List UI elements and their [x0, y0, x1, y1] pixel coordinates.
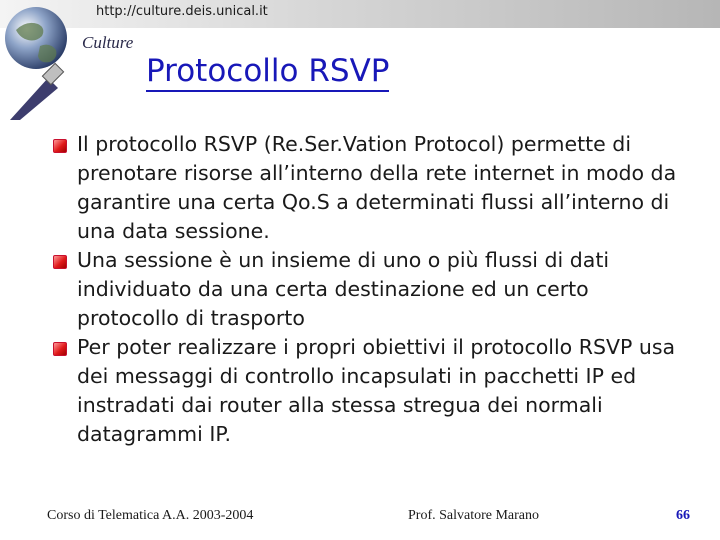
bullet-list	[53, 130, 693, 449]
bullet-text: Per poter realizzare i propri obiettivi il protocollo RSVP usa dei messaggi di controllo incapsulati in pacchetti IP ed instradati dai router alla stessa stregua dei normali datagrammi IP.	[77, 335, 676, 446]
footer-author: Prof. Salvatore Marano	[408, 508, 540, 523]
logo-text: Culture	[82, 33, 134, 52]
globe-satellite-logo	[2, 2, 134, 122]
footer-course: Corso di Telematica A.A. 2003-2004	[47, 508, 254, 523]
red-square-bullet-icon	[53, 255, 67, 269]
bullet-item	[53, 333, 693, 449]
page-number: 66	[676, 508, 690, 523]
bullet-item	[53, 130, 693, 246]
red-square-bullet-icon	[53, 342, 67, 356]
bullet-text: Il protocollo RSVP (Re.Ser.Vation Protocol) permette di prenotare risorse all’interno della rete internet in modo da garantire una certa Qo.S a determinati flussi all’interno di una data sessione.	[77, 132, 677, 243]
header-url: http://culture.deis.unical.it	[96, 4, 268, 19]
bullet-item	[53, 246, 693, 333]
red-square-bullet-icon	[53, 139, 67, 153]
bullet-text: Una sessione è un insieme di uno o più flussi di dati individuato da una certa destinazione ed un certo protocollo di trasporto	[77, 248, 610, 330]
slide-title: Protocollo RSVP	[146, 52, 389, 92]
